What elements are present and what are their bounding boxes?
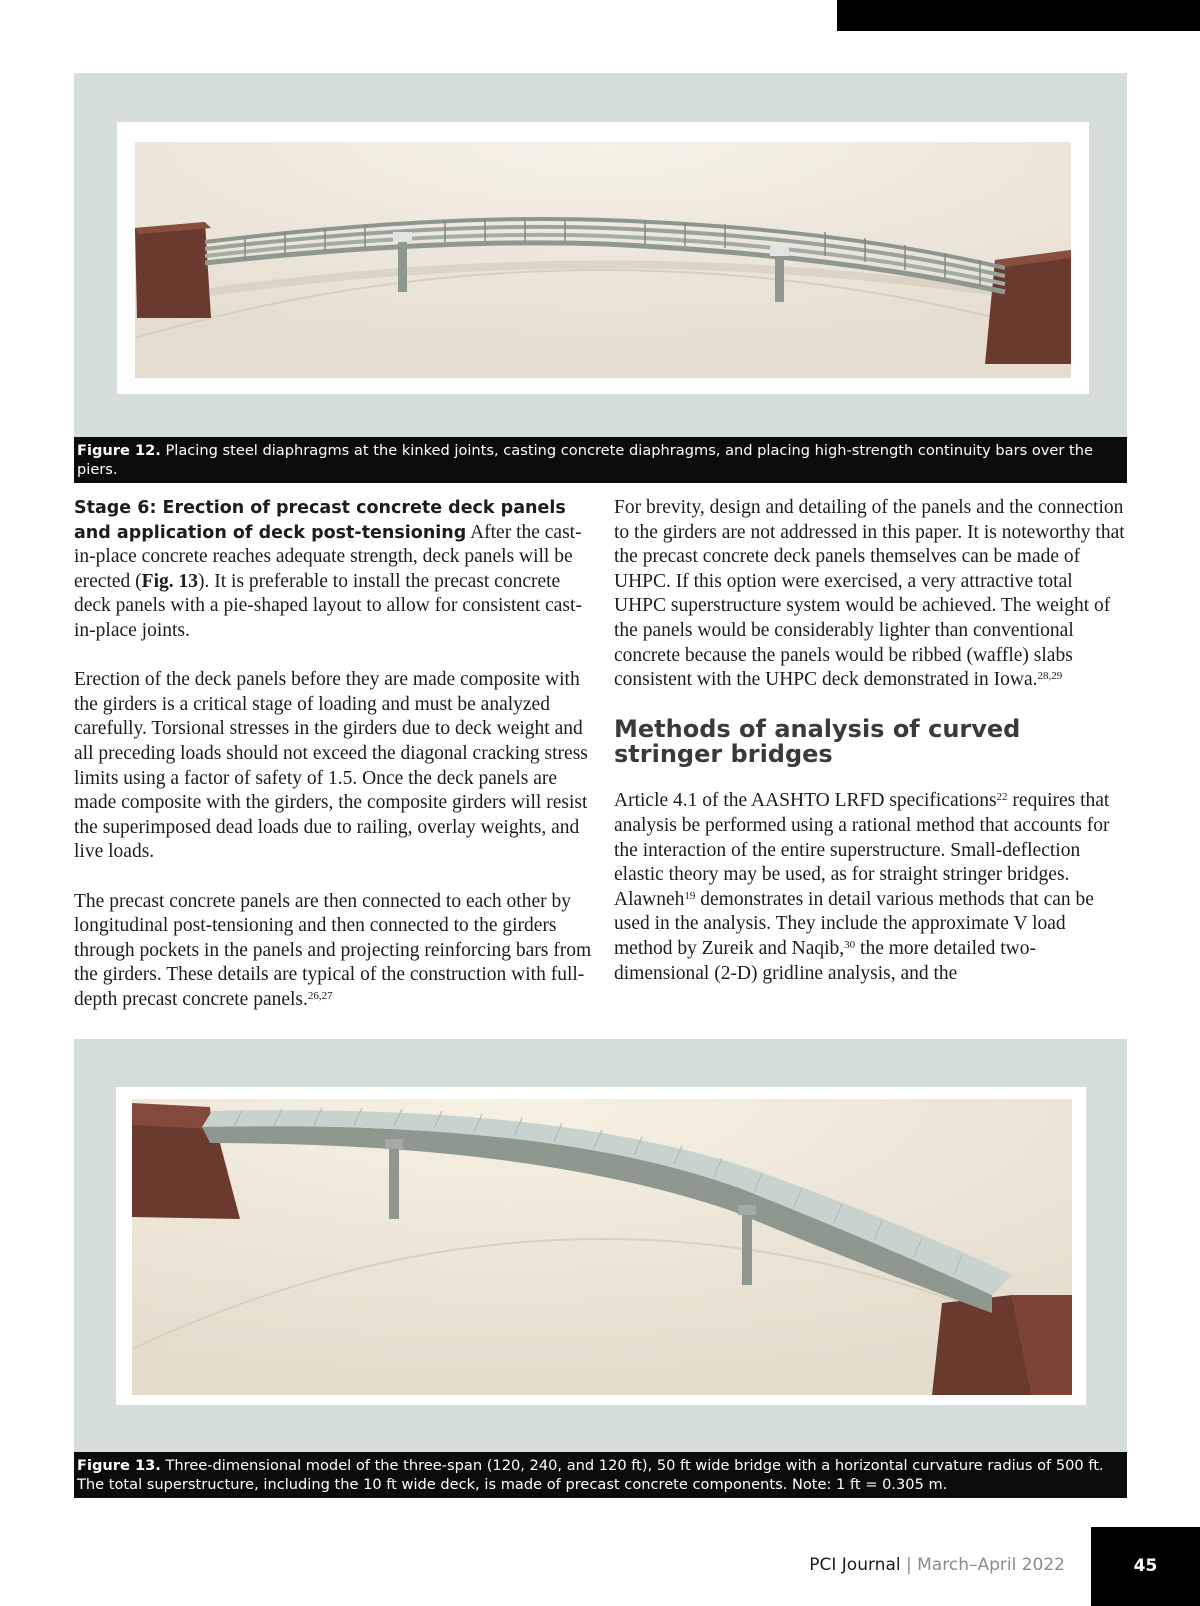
figure-13-caption <box>74 1452 1127 1498</box>
aashto-text-b: requires that analysis be performed using a rational method that accounts for the interaction of the entire superstructure. Small-deflection elastic theory may be used, as for straight stringer bridges. Alawneh <box>614 790 1110 910</box>
aashto-text-c: demonstrates in detail various methods that can be used in the analysis. They include the approximate V load method by Zureik and Naqib, <box>614 888 1094 959</box>
stage-6-text-a: After the cast-in-place concrete reaches adequate strength, deck panels will be erected ( <box>74 521 582 592</box>
left-abutment <box>135 222 211 318</box>
section-title: Methods of analysis of curved stringer bridges <box>614 715 1021 769</box>
aashto-paragraph <box>614 789 1128 986</box>
brevity-paragraph <box>614 496 1128 693</box>
footer-separator: | <box>906 1555 912 1575</box>
figure-13-frame <box>74 1039 1127 1452</box>
figure-12-render <box>135 142 1071 378</box>
aashto-text-a: Article 4.1 of the AASHTO LRFD specifications <box>614 790 997 812</box>
left-column <box>74 496 596 1037</box>
pier-left <box>398 238 407 292</box>
figure-12-caption <box>74 437 1127 483</box>
citation-19: 19 <box>684 889 696 902</box>
top-black-bar <box>837 0 1200 31</box>
fig-13-reference: Fig. 13 <box>141 570 198 592</box>
citation-26-27: 26,27 <box>307 989 333 1002</box>
figure-13-caption-text: Three-dimensional model of the three-span (120, 240, and 120 ft), 50 ft wide bridge with a horizontal curvature radius of 500 ft. The total superstructure, including the 10 ft wide deck, is made of precast concrete components. Note: 1 ft = 0.305 m. <box>77 1457 1104 1493</box>
brevity-text: For brevity, design and detailing of the panels and the connection to the girders are not addressed in this paper. It is noteworthy that the precast concrete deck panels themselves can be made of UHPC. If this option were exercised, a very attractive total UHPC superstructure system would be achieved. The weight of the panels would be considerably lighter than conventional concrete because the panels would be ribbed (waffle) slabs consistent with the UHPC deck demonstrated in Iowa. <box>614 497 1125 691</box>
stage-6-paragraph <box>74 496 596 644</box>
erection-paragraph: Erection of the deck panels before they are made composite with the girders is a critical stage of loading and must be analyzed carefully. Torsional stresses in the girders due to deck weight and all preceding loads should not exceed the diagonal cracking stress limits using a factor of safety of 1.5. Once the deck panels are made composite with the girders, the composite girders will resist the superimposed dead loads due to railing, overlay weights, and live loads. <box>74 669 588 863</box>
aashto-text-d: the more detailed two-dimensional (2-D) gridline analysis, and the <box>614 937 1037 984</box>
figure-12-frame <box>74 73 1127 437</box>
pier-left <box>389 1141 399 1219</box>
citation-28-29: 28,29 <box>1037 670 1063 683</box>
stage-6-heading: Stage 6: Erection of precast concrete deck panels and application of deck post-tensioning <box>74 498 566 543</box>
issue-date: March–April 2022 <box>917 1555 1065 1575</box>
stage-6-text-b: ). It is preferable to install the precast concrete deck panels with a pie-shaped layout to allow for consistent cast-in-place joints. <box>74 570 582 641</box>
right-column <box>614 496 1128 1011</box>
pier-right <box>742 1207 752 1285</box>
figure-12-image-mat <box>117 122 1089 394</box>
figure-13-image-mat <box>116 1087 1086 1405</box>
figure-13-label: Figure 13. <box>77 1457 161 1474</box>
connection-paragraph <box>74 890 596 1013</box>
figure-12-caption-text: Placing steel diaphragms at the kinked joints, casting concrete diaphragms, and placing high-strength continuity bars over the piers. <box>77 442 1093 478</box>
footer <box>809 1555 1065 1575</box>
page-number: 45 <box>1091 1527 1200 1606</box>
journal-name: PCI Journal <box>809 1555 901 1575</box>
pier-right <box>775 252 784 302</box>
citation-30: 30 <box>844 938 856 951</box>
connection-text: The precast concrete panels are then connected to each other by longitudinal post-tensioning and then connected to the girders through pockets in the panels and projecting reinforcing bars from the girders. These details are typical of the construction with full-depth precast concrete panels. <box>74 890 592 1010</box>
figure-12-label: Figure 12. <box>77 442 161 459</box>
figure-13-render <box>132 1099 1072 1395</box>
citation-22: 22 <box>996 791 1008 804</box>
